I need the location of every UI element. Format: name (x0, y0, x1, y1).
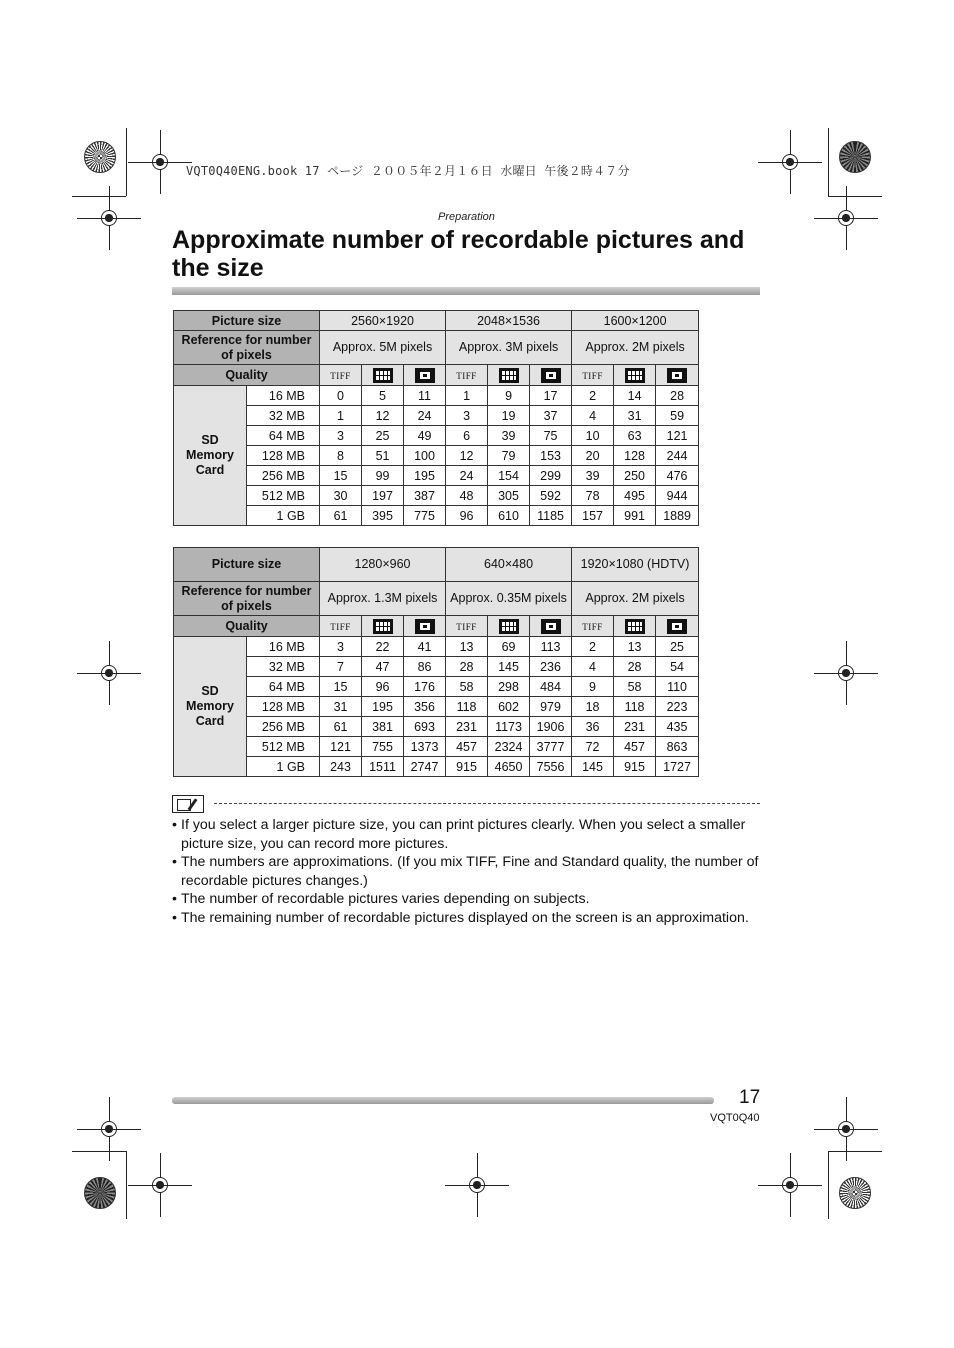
picture-count-cell: 22 (362, 637, 404, 657)
crosshair-mark-icon (99, 663, 119, 683)
picture-count-cell: 86 (404, 657, 446, 677)
crosshair-mark-icon (780, 1175, 800, 1195)
table-row (174, 486, 699, 506)
picture-count-cell: 6 (446, 426, 488, 446)
fine-quality-cell (362, 616, 404, 637)
crosshair-mark-icon (150, 1175, 170, 1195)
crosshair-mark-icon (836, 208, 856, 228)
picture-count-cell: 3 (320, 637, 362, 657)
picture-size-cell: 2048×1536 (446, 311, 572, 331)
picture-count-cell: 195 (404, 466, 446, 486)
picture-size-cell: 2560×1920 (320, 311, 446, 331)
picture-count-cell: 41 (404, 637, 446, 657)
picture-count-cell: 19 (488, 406, 530, 426)
picture-count-cell: 28 (446, 657, 488, 677)
picture-count-cell: 4 (572, 406, 614, 426)
picture-count-cell: 1 (446, 386, 488, 406)
picture-count-cell: 979 (530, 697, 572, 717)
picture-count-cell: 244 (656, 446, 699, 466)
sd-memory-card-label: SD Memory Card (174, 637, 247, 777)
picture-count-cell: 1 (320, 406, 362, 426)
fine-quality-icon (625, 368, 645, 383)
standard-quality-cell (404, 616, 446, 637)
picture-count-cell: 99 (362, 466, 404, 486)
picture-count-cell: 243 (320, 757, 362, 777)
memory-size-cell: 32 MB (247, 657, 320, 677)
picture-count-cell: 3 (446, 406, 488, 426)
registration-rosette-icon (839, 141, 871, 173)
picture-count-cell: 75 (530, 426, 572, 446)
tiff-quality-label: TIFF (446, 616, 488, 637)
tiff-quality-label: TIFF (572, 616, 614, 637)
tiff-quality-label: TIFF (320, 365, 362, 386)
quality-row (174, 616, 699, 637)
picture-count-cell: 299 (530, 466, 572, 486)
tiff-quality-label: TIFF (320, 616, 362, 637)
reference-label: Reference for number of pixels (174, 331, 320, 365)
registration-rosette-icon (84, 1177, 116, 1209)
quality-row (174, 365, 699, 386)
picture-count-cell: 4650 (488, 757, 530, 777)
table-row (174, 697, 699, 717)
reference-cell: Approx. 1.3M pixels (320, 582, 446, 616)
picture-size-label: Picture size (174, 311, 320, 331)
picture-count-cell: 1727 (656, 757, 699, 777)
crosshair-mark-icon (99, 1119, 119, 1139)
picture-count-cell: 58 (614, 677, 656, 697)
fine-quality-icon (499, 619, 519, 634)
trim-mark (72, 1151, 126, 1152)
memory-size-cell: 128 MB (247, 697, 320, 717)
table-row (174, 506, 699, 526)
picture-count-cell: 236 (530, 657, 572, 677)
standard-quality-icon (415, 368, 435, 383)
capacity-table-2 (173, 547, 699, 777)
registration-rosette-icon (839, 1177, 871, 1209)
memory-size-cell: 256 MB (247, 466, 320, 486)
picture-count-cell: 495 (614, 486, 656, 506)
picture-count-cell: 118 (614, 697, 656, 717)
picture-count-cell: 78 (572, 486, 614, 506)
reference-cell: Approx. 0.35M pixels (446, 582, 572, 616)
memory-size-cell: 128 MB (247, 446, 320, 466)
picture-count-cell: 1906 (530, 717, 572, 737)
trim-mark (72, 196, 126, 197)
picture-count-cell: 13 (446, 637, 488, 657)
picture-count-cell: 24 (446, 466, 488, 486)
picture-count-cell: 145 (488, 657, 530, 677)
picture-count-cell: 113 (530, 637, 572, 657)
trim-mark (828, 128, 829, 196)
picture-size-label: Picture size (174, 548, 320, 582)
picture-count-cell: 12 (362, 406, 404, 426)
picture-count-cell: 24 (404, 406, 446, 426)
standard-quality-cell (530, 365, 572, 386)
crosshair-mark-icon (467, 1175, 487, 1195)
picture-count-cell: 484 (530, 677, 572, 697)
picture-count-cell: 13 (614, 637, 656, 657)
picture-count-cell: 592 (530, 486, 572, 506)
reference-label: Reference for number of pixels (174, 582, 320, 616)
picture-count-cell: 305 (488, 486, 530, 506)
picture-count-cell: 250 (614, 466, 656, 486)
picture-count-cell: 8 (320, 446, 362, 466)
picture-count-cell: 0 (320, 386, 362, 406)
picture-count-cell: 48 (446, 486, 488, 506)
registration-rosette-icon (84, 141, 116, 173)
picture-count-cell: 145 (572, 757, 614, 777)
picture-count-cell: 31 (320, 697, 362, 717)
picture-count-cell: 195 (362, 697, 404, 717)
table-row (174, 386, 699, 406)
reference-cell: Approx. 5M pixels (320, 331, 446, 365)
picture-count-cell: 176 (404, 677, 446, 697)
picture-count-cell: 61 (320, 717, 362, 737)
picture-count-cell: 991 (614, 506, 656, 526)
reference-row (174, 331, 699, 365)
picture-count-cell: 435 (656, 717, 699, 737)
picture-count-cell: 153 (530, 446, 572, 466)
picture-count-cell: 1373 (404, 737, 446, 757)
fine-quality-cell (614, 616, 656, 637)
tiff-quality-label: TIFF (572, 365, 614, 386)
memory-size-cell: 1 GB (247, 757, 320, 777)
picture-count-cell: 20 (572, 446, 614, 466)
picture-count-cell: 121 (656, 426, 699, 446)
memory-size-cell: 64 MB (247, 677, 320, 697)
picture-count-cell: 298 (488, 677, 530, 697)
picture-count-cell: 3777 (530, 737, 572, 757)
picture-count-cell: 12 (446, 446, 488, 466)
picture-count-cell: 9 (572, 677, 614, 697)
note-item: • The remaining number of recordable pictures displayed on the screen is an approximation. (172, 909, 764, 928)
trim-mark (828, 1151, 882, 1152)
picture-count-cell: 59 (656, 406, 699, 426)
picture-count-cell: 79 (488, 446, 530, 466)
picture-count-cell: 915 (614, 757, 656, 777)
crosshair-mark-icon (836, 663, 856, 683)
standard-quality-cell (656, 365, 699, 386)
quality-label: Quality (174, 616, 320, 637)
notes-list (172, 816, 764, 927)
picture-count-cell: 395 (362, 506, 404, 526)
picture-count-cell: 157 (572, 506, 614, 526)
picture-count-cell: 1889 (656, 506, 699, 526)
note-item: • The number of recordable pictures varies depending on subjects. (172, 890, 764, 909)
picture-count-cell: 96 (446, 506, 488, 526)
fine-quality-icon (625, 619, 645, 634)
page-title: Approximate number of recordable pictures and the size (172, 226, 745, 282)
section-label: Preparation (438, 211, 495, 223)
trim-mark (828, 196, 882, 197)
fine-quality-cell (614, 365, 656, 386)
picture-count-cell: 915 (446, 757, 488, 777)
picture-count-cell: 775 (404, 506, 446, 526)
picture-count-cell: 863 (656, 737, 699, 757)
picture-count-cell: 2324 (488, 737, 530, 757)
table-row (174, 637, 699, 657)
picture-count-cell: 36 (572, 717, 614, 737)
tiff-quality-label: TIFF (446, 365, 488, 386)
picture-size-row (174, 548, 699, 582)
table-row (174, 757, 699, 777)
picture-count-cell: 387 (404, 486, 446, 506)
picture-count-cell: 15 (320, 466, 362, 486)
title-underline-bar (172, 287, 760, 295)
capacity-table-1 (173, 310, 699, 526)
table-row (174, 426, 699, 446)
picture-count-cell: 37 (530, 406, 572, 426)
fine-quality-icon (373, 368, 393, 383)
picture-count-cell: 10 (572, 426, 614, 446)
picture-count-cell: 100 (404, 446, 446, 466)
fine-quality-cell (362, 365, 404, 386)
picture-count-cell: 154 (488, 466, 530, 486)
picture-count-cell: 28 (656, 386, 699, 406)
picture-count-cell: 3 (320, 426, 362, 446)
picture-count-cell: 17 (530, 386, 572, 406)
crosshair-mark-icon (836, 1119, 856, 1139)
picture-count-cell: 72 (572, 737, 614, 757)
memory-size-cell: 16 MB (247, 637, 320, 657)
table-row (174, 677, 699, 697)
note-icon (172, 795, 204, 813)
picture-count-cell: 2747 (404, 757, 446, 777)
standard-quality-cell (404, 365, 446, 386)
picture-count-cell: 28 (614, 657, 656, 677)
table-row (174, 406, 699, 426)
trim-mark (126, 1151, 127, 1219)
standard-quality-icon (541, 619, 561, 634)
file-header: VQT0Q40ENG.book 17 ページ ２００５年２月１６日 水曜日 午後２時４７分 (186, 164, 630, 178)
reference-row (174, 582, 699, 616)
picture-count-cell: 11 (404, 386, 446, 406)
quality-label: Quality (174, 365, 320, 386)
picture-size-cell: 1920×1080 (HDTV) (572, 548, 699, 582)
memory-size-cell: 1 GB (247, 506, 320, 526)
standard-quality-icon (667, 619, 687, 634)
picture-count-cell: 54 (656, 657, 699, 677)
picture-count-cell: 2 (572, 386, 614, 406)
sd-memory-card-label: SD Memory Card (174, 386, 247, 526)
picture-count-cell: 7 (320, 657, 362, 677)
picture-count-cell: 197 (362, 486, 404, 506)
picture-count-cell: 39 (572, 466, 614, 486)
picture-count-cell: 231 (446, 717, 488, 737)
picture-count-cell: 61 (320, 506, 362, 526)
picture-count-cell: 944 (656, 486, 699, 506)
picture-count-cell: 25 (656, 637, 699, 657)
picture-count-cell: 58 (446, 677, 488, 697)
picture-count-cell: 128 (614, 446, 656, 466)
picture-count-cell: 1173 (488, 717, 530, 737)
picture-count-cell: 693 (404, 717, 446, 737)
memory-size-cell: 32 MB (247, 406, 320, 426)
standard-quality-icon (667, 368, 687, 383)
picture-count-cell: 2 (572, 637, 614, 657)
note-item: • The numbers are approximations. (If you mix TIFF, Fine and Standard quality, the number of recordable pictures changes.) (172, 853, 764, 890)
table-row (174, 737, 699, 757)
memory-size-cell: 512 MB (247, 486, 320, 506)
picture-size-row (174, 311, 699, 331)
picture-count-cell: 31 (614, 406, 656, 426)
model-code: VQT0Q40 (710, 1112, 760, 1124)
standard-quality-cell (656, 616, 699, 637)
fine-quality-icon (373, 619, 393, 634)
picture-count-cell: 457 (614, 737, 656, 757)
picture-size-cell: 1600×1200 (572, 311, 699, 331)
table-row (174, 446, 699, 466)
picture-count-cell: 96 (362, 677, 404, 697)
footer-bar (172, 1097, 714, 1104)
picture-count-cell: 1185 (530, 506, 572, 526)
crosshair-mark-icon (99, 208, 119, 228)
note-item: • If you select a larger picture size, you can print pictures clearly. When you select a smaller picture size, you can record more pictures. (172, 816, 764, 853)
picture-count-cell: 30 (320, 486, 362, 506)
picture-count-cell: 49 (404, 426, 446, 446)
picture-count-cell: 602 (488, 697, 530, 717)
picture-count-cell: 223 (656, 697, 699, 717)
table-row (174, 717, 699, 737)
table-row (174, 657, 699, 677)
memory-size-cell: 64 MB (247, 426, 320, 446)
table-row (174, 466, 699, 486)
standard-quality-icon (415, 619, 435, 634)
standard-quality-cell (530, 616, 572, 637)
picture-count-cell: 1511 (362, 757, 404, 777)
reference-cell: Approx. 2M pixels (572, 331, 699, 365)
fine-quality-icon (499, 368, 519, 383)
memory-size-cell: 512 MB (247, 737, 320, 757)
memory-size-cell: 256 MB (247, 717, 320, 737)
picture-size-cell: 1280×960 (320, 548, 446, 582)
fine-quality-cell (488, 616, 530, 637)
picture-count-cell: 15 (320, 677, 362, 697)
picture-count-cell: 14 (614, 386, 656, 406)
picture-count-cell: 231 (614, 717, 656, 737)
page-number: 17 (739, 1087, 761, 1108)
memory-size-cell: 16 MB (247, 386, 320, 406)
picture-size-cell: 640×480 (446, 548, 572, 582)
picture-count-cell: 457 (446, 737, 488, 757)
picture-count-cell: 7556 (530, 757, 572, 777)
picture-count-cell: 9 (488, 386, 530, 406)
picture-count-cell: 121 (320, 737, 362, 757)
picture-count-cell: 4 (572, 657, 614, 677)
trim-mark (828, 1151, 829, 1219)
fine-quality-cell (488, 365, 530, 386)
picture-count-cell: 47 (362, 657, 404, 677)
picture-count-cell: 381 (362, 717, 404, 737)
note-divider (214, 803, 760, 805)
picture-count-cell: 476 (656, 466, 699, 486)
trim-mark (126, 128, 127, 196)
crosshair-mark-icon (780, 152, 800, 172)
picture-count-cell: 18 (572, 697, 614, 717)
picture-count-cell: 110 (656, 677, 699, 697)
reference-cell: Approx. 2M pixels (572, 582, 699, 616)
picture-count-cell: 356 (404, 697, 446, 717)
reference-cell: Approx. 3M pixels (446, 331, 572, 365)
crosshair-mark-icon (150, 152, 170, 172)
standard-quality-icon (541, 368, 561, 383)
picture-count-cell: 118 (446, 697, 488, 717)
picture-count-cell: 5 (362, 386, 404, 406)
picture-count-cell: 51 (362, 446, 404, 466)
picture-count-cell: 63 (614, 426, 656, 446)
picture-count-cell: 39 (488, 426, 530, 446)
picture-count-cell: 755 (362, 737, 404, 757)
picture-count-cell: 610 (488, 506, 530, 526)
picture-count-cell: 69 (488, 637, 530, 657)
picture-count-cell: 25 (362, 426, 404, 446)
